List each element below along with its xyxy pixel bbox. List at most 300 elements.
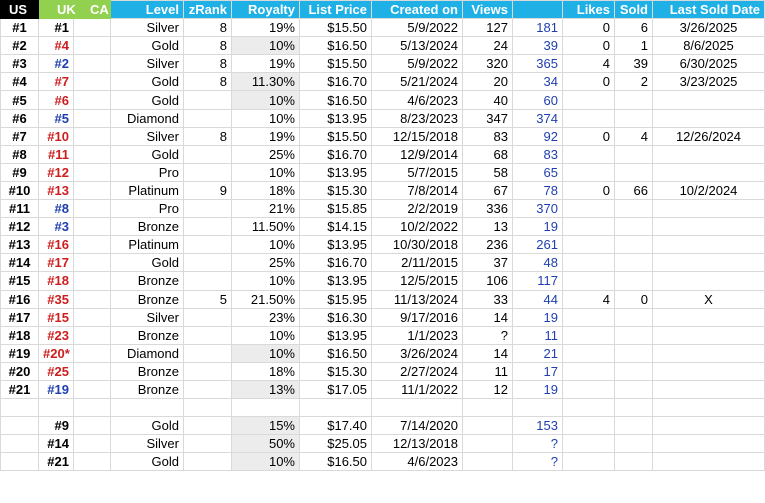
cell-royalty[interactable]: 10% <box>232 37 300 55</box>
cell-zrank[interactable] <box>184 91 232 109</box>
cell-views[interactable]: 236 <box>463 236 513 254</box>
cell-views[interactable] <box>463 417 513 435</box>
cell-views[interactable]: 33 <box>463 290 513 308</box>
cell-us[interactable]: #8 <box>1 145 39 163</box>
cell-list-price[interactable]: $13.95 <box>300 326 372 344</box>
cell-views[interactable]: 24 <box>463 37 513 55</box>
cell-royalty[interactable]: 10% <box>232 163 300 181</box>
cell-likes[interactable] <box>563 308 615 326</box>
cell-zrank[interactable] <box>184 109 232 127</box>
cell-list-price[interactable]: $25.05 <box>300 435 372 453</box>
cell-views-total[interactable]: 44 <box>513 290 563 308</box>
cell-list-price[interactable]: $16.50 <box>300 344 372 362</box>
cell-royalty[interactable]: 18% <box>232 181 300 199</box>
cell-royalty[interactable]: 25% <box>232 254 300 272</box>
cell-sold[interactable] <box>615 145 653 163</box>
cell-uk[interactable]: #1 <box>39 19 74 37</box>
cell-zrank[interactable] <box>184 236 232 254</box>
cell-level[interactable]: Gold <box>111 254 184 272</box>
cell-sold[interactable] <box>615 417 653 435</box>
header-created-on[interactable]: Created on <box>372 1 463 19</box>
cell-level[interactable]: Silver <box>111 435 184 453</box>
cell-created-on[interactable]: 4/6/2023 <box>372 453 463 471</box>
cell-likes[interactable]: 4 <box>563 290 615 308</box>
cell-us[interactable] <box>1 453 39 471</box>
header-sold[interactable]: Sold <box>615 1 653 19</box>
cell-sold[interactable] <box>615 308 653 326</box>
cell-last-sold-date[interactable]: 3/23/2025 <box>653 73 765 91</box>
cell-last-sold-date[interactable] <box>653 254 765 272</box>
cell-us[interactable]: #12 <box>1 218 39 236</box>
cell-us[interactable]: #9 <box>1 163 39 181</box>
cell-views-total[interactable]: 261 <box>513 236 563 254</box>
cell-ca[interactable] <box>74 254 111 272</box>
cell-us[interactable]: #4 <box>1 73 39 91</box>
cell-level[interactable]: Silver <box>111 55 184 73</box>
cell-views-total[interactable]: 19 <box>513 218 563 236</box>
cell-zrank[interactable] <box>184 380 232 398</box>
cell-created-on[interactable]: 4/6/2023 <box>372 91 463 109</box>
cell-created-on[interactable]: 11/13/2024 <box>372 290 463 308</box>
cell-uk[interactable] <box>39 399 74 417</box>
cell-level[interactable]: Gold <box>111 417 184 435</box>
cell-list-price[interactable]: $15.50 <box>300 19 372 37</box>
cell-created-on[interactable]: 12/13/2018 <box>372 435 463 453</box>
cell-royalty[interactable]: 19% <box>232 19 300 37</box>
cell-views[interactable] <box>463 435 513 453</box>
cell-sold[interactable]: 6 <box>615 19 653 37</box>
cell-sold[interactable] <box>615 326 653 344</box>
cell-created-on[interactable]: 9/17/2016 <box>372 308 463 326</box>
cell-list-price[interactable]: $16.50 <box>300 37 372 55</box>
cell-views-total[interactable]: 78 <box>513 181 563 199</box>
cell-likes[interactable] <box>563 109 615 127</box>
cell-list-price[interactable]: $16.30 <box>300 308 372 326</box>
cell-likes[interactable] <box>563 272 615 290</box>
cell-likes[interactable]: 4 <box>563 55 615 73</box>
cell-ca[interactable] <box>74 272 111 290</box>
cell-zrank[interactable]: 8 <box>184 127 232 145</box>
cell-level[interactable]: Bronze <box>111 272 184 290</box>
cell-level[interactable]: Diamond <box>111 109 184 127</box>
cell-list-price[interactable]: $17.05 <box>300 380 372 398</box>
cell-royalty[interactable]: 18% <box>232 362 300 380</box>
cell-level[interactable]: Platinum <box>111 181 184 199</box>
cell-uk[interactable]: #11 <box>39 145 74 163</box>
header-level[interactable]: Level <box>111 1 184 19</box>
cell-us[interactable]: #5 <box>1 91 39 109</box>
cell-list-price[interactable] <box>300 399 372 417</box>
cell-list-price[interactable]: $13.95 <box>300 272 372 290</box>
cell-likes[interactable] <box>563 218 615 236</box>
cell-us[interactable]: #21 <box>1 380 39 398</box>
cell-likes[interactable] <box>563 417 615 435</box>
cell-sold[interactable] <box>615 109 653 127</box>
cell-sold[interactable]: 0 <box>615 290 653 308</box>
cell-likes[interactable]: 0 <box>563 127 615 145</box>
cell-ca[interactable] <box>74 417 111 435</box>
cell-sold[interactable] <box>615 344 653 362</box>
cell-royalty[interactable]: 13% <box>232 380 300 398</box>
cell-last-sold-date[interactable]: 8/6/2025 <box>653 37 765 55</box>
cell-likes[interactable] <box>563 399 615 417</box>
cell-views[interactable]: 40 <box>463 91 513 109</box>
cell-likes[interactable] <box>563 362 615 380</box>
cell-last-sold-date[interactable] <box>653 109 765 127</box>
cell-list-price[interactable]: $13.95 <box>300 163 372 181</box>
cell-ca[interactable] <box>74 344 111 362</box>
cell-uk[interactable]: #3 <box>39 218 74 236</box>
cell-uk[interactable]: #15 <box>39 308 74 326</box>
cell-zrank[interactable] <box>184 218 232 236</box>
cell-us[interactable]: #16 <box>1 290 39 308</box>
cell-ca[interactable] <box>74 453 111 471</box>
cell-last-sold-date[interactable] <box>653 145 765 163</box>
cell-ca[interactable] <box>74 55 111 73</box>
cell-views[interactable]: 14 <box>463 308 513 326</box>
cell-ca[interactable] <box>74 435 111 453</box>
cell-ca[interactable] <box>74 236 111 254</box>
header-zrank[interactable]: zRank <box>184 1 232 19</box>
cell-level[interactable] <box>111 399 184 417</box>
cell-uk[interactable]: #18 <box>39 272 74 290</box>
cell-level[interactable]: Silver <box>111 127 184 145</box>
cell-views-total[interactable]: 83 <box>513 145 563 163</box>
header-likes[interactable]: Likes <box>563 1 615 19</box>
cell-last-sold-date[interactable]: 6/30/2025 <box>653 55 765 73</box>
cell-us[interactable]: #3 <box>1 55 39 73</box>
cell-likes[interactable] <box>563 163 615 181</box>
cell-sold[interactable] <box>615 380 653 398</box>
cell-ca[interactable] <box>74 181 111 199</box>
cell-views-total[interactable]: 374 <box>513 109 563 127</box>
cell-sold[interactable]: 39 <box>615 55 653 73</box>
cell-us[interactable]: #11 <box>1 200 39 218</box>
cell-ca[interactable] <box>74 362 111 380</box>
cell-likes[interactable] <box>563 200 615 218</box>
cell-uk[interactable]: #5 <box>39 109 74 127</box>
cell-royalty[interactable]: 10% <box>232 453 300 471</box>
cell-level[interactable]: Bronze <box>111 218 184 236</box>
cell-us[interactable]: #20 <box>1 362 39 380</box>
cell-views-total[interactable] <box>513 399 563 417</box>
cell-views[interactable]: 127 <box>463 19 513 37</box>
cell-uk[interactable]: #7 <box>39 73 74 91</box>
cell-list-price[interactable]: $15.30 <box>300 181 372 199</box>
cell-views[interactable]: 68 <box>463 145 513 163</box>
cell-zrank[interactable]: 9 <box>184 181 232 199</box>
cell-likes[interactable] <box>563 326 615 344</box>
cell-created-on[interactable]: 2/27/2024 <box>372 362 463 380</box>
header-blank[interactable] <box>513 1 563 19</box>
cell-list-price[interactable]: $15.50 <box>300 127 372 145</box>
cell-ca[interactable] <box>74 308 111 326</box>
cell-views[interactable]: 320 <box>463 55 513 73</box>
cell-sold[interactable] <box>615 200 653 218</box>
cell-created-on[interactable]: 2/11/2015 <box>372 254 463 272</box>
cell-level[interactable]: Gold <box>111 145 184 163</box>
cell-views-total[interactable]: 34 <box>513 73 563 91</box>
cell-last-sold-date[interactable] <box>653 380 765 398</box>
cell-us[interactable]: #2 <box>1 37 39 55</box>
cell-level[interactable]: Silver <box>111 308 184 326</box>
cell-royalty[interactable]: 21% <box>232 200 300 218</box>
cell-views[interactable]: 347 <box>463 109 513 127</box>
cell-zrank[interactable]: 8 <box>184 37 232 55</box>
cell-views-total[interactable]: 92 <box>513 127 563 145</box>
cell-royalty[interactable]: 10% <box>232 326 300 344</box>
cell-level[interactable]: Bronze <box>111 380 184 398</box>
cell-created-on[interactable]: 5/9/2022 <box>372 55 463 73</box>
cell-royalty[interactable]: 19% <box>232 55 300 73</box>
cell-likes[interactable]: 0 <box>563 73 615 91</box>
cell-zrank[interactable] <box>184 399 232 417</box>
cell-zrank[interactable] <box>184 435 232 453</box>
cell-royalty[interactable]: 10% <box>232 91 300 109</box>
cell-last-sold-date[interactable] <box>653 308 765 326</box>
cell-last-sold-date[interactable] <box>653 163 765 181</box>
cell-list-price[interactable]: $16.50 <box>300 453 372 471</box>
cell-likes[interactable] <box>563 344 615 362</box>
cell-created-on[interactable]: 7/8/2014 <box>372 181 463 199</box>
cell-ca[interactable] <box>74 200 111 218</box>
cell-list-price[interactable]: $14.15 <box>300 218 372 236</box>
cell-level[interactable]: Pro <box>111 163 184 181</box>
cell-level[interactable]: Gold <box>111 91 184 109</box>
cell-royalty[interactable]: 11.50% <box>232 218 300 236</box>
cell-likes[interactable] <box>563 435 615 453</box>
header-ca[interactable]: CA <box>74 1 111 19</box>
cell-zrank[interactable] <box>184 200 232 218</box>
cell-created-on[interactable]: 2/2/2019 <box>372 200 463 218</box>
cell-views[interactable] <box>463 399 513 417</box>
cell-views[interactable]: ? <box>463 326 513 344</box>
cell-list-price[interactable]: $16.70 <box>300 145 372 163</box>
cell-likes[interactable]: 0 <box>563 19 615 37</box>
cell-sold[interactable] <box>615 435 653 453</box>
cell-views-total[interactable]: 65 <box>513 163 563 181</box>
cell-zrank[interactable] <box>184 453 232 471</box>
cell-created-on[interactable]: 11/1/2022 <box>372 380 463 398</box>
cell-zrank[interactable] <box>184 344 232 362</box>
cell-last-sold-date[interactable]: 12/26/2024 <box>653 127 765 145</box>
cell-level[interactable]: Bronze <box>111 362 184 380</box>
cell-list-price[interactable]: $16.50 <box>300 91 372 109</box>
cell-royalty[interactable]: 10% <box>232 109 300 127</box>
cell-level[interactable]: Diamond <box>111 344 184 362</box>
cell-us[interactable] <box>1 399 39 417</box>
cell-last-sold-date[interactable] <box>653 453 765 471</box>
cell-views[interactable]: 83 <box>463 127 513 145</box>
cell-created-on[interactable]: 12/15/2018 <box>372 127 463 145</box>
cell-zrank[interactable]: 8 <box>184 73 232 91</box>
cell-us[interactable]: #10 <box>1 181 39 199</box>
cell-uk[interactable]: #23 <box>39 326 74 344</box>
cell-views-total[interactable]: 365 <box>513 55 563 73</box>
cell-us[interactable]: #18 <box>1 326 39 344</box>
cell-uk[interactable]: #8 <box>39 200 74 218</box>
cell-last-sold-date[interactable] <box>653 399 765 417</box>
cell-sold[interactable] <box>615 453 653 471</box>
header-royalty[interactable]: Royalty <box>232 1 300 19</box>
cell-uk[interactable]: #13 <box>39 181 74 199</box>
cell-us[interactable]: #13 <box>1 236 39 254</box>
cell-list-price[interactable]: $16.70 <box>300 254 372 272</box>
cell-royalty[interactable]: 15% <box>232 417 300 435</box>
cell-us[interactable]: #15 <box>1 272 39 290</box>
cell-created-on[interactable]: 1/1/2023 <box>372 326 463 344</box>
cell-list-price[interactable]: $16.70 <box>300 73 372 91</box>
cell-likes[interactable] <box>563 91 615 109</box>
cell-last-sold-date[interactable] <box>653 344 765 362</box>
header-us[interactable]: US <box>1 1 39 19</box>
cell-list-price[interactable]: $15.95 <box>300 290 372 308</box>
cell-list-price[interactable]: $15.85 <box>300 200 372 218</box>
cell-royalty[interactable]: 50% <box>232 435 300 453</box>
cell-views-total[interactable]: 181 <box>513 19 563 37</box>
cell-us[interactable] <box>1 417 39 435</box>
cell-uk[interactable]: #6 <box>39 91 74 109</box>
cell-last-sold-date[interactable]: 10/2/2024 <box>653 181 765 199</box>
cell-ca[interactable] <box>74 218 111 236</box>
cell-royalty[interactable]: 21.50% <box>232 290 300 308</box>
cell-views-total[interactable]: 19 <box>513 380 563 398</box>
cell-likes[interactable]: 0 <box>563 181 615 199</box>
cell-ca[interactable] <box>74 380 111 398</box>
cell-views[interactable]: 20 <box>463 73 513 91</box>
cell-list-price[interactable]: $15.30 <box>300 362 372 380</box>
cell-uk[interactable]: #25 <box>39 362 74 380</box>
cell-level[interactable]: Gold <box>111 37 184 55</box>
cell-uk[interactable]: #10 <box>39 127 74 145</box>
cell-views-total[interactable]: 39 <box>513 37 563 55</box>
cell-created-on[interactable]: 5/7/2015 <box>372 163 463 181</box>
cell-zrank[interactable] <box>184 163 232 181</box>
header-views[interactable]: Views <box>463 1 513 19</box>
cell-created-on[interactable]: 10/2/2022 <box>372 218 463 236</box>
cell-views-total[interactable]: 370 <box>513 200 563 218</box>
cell-last-sold-date[interactable] <box>653 218 765 236</box>
cell-uk[interactable]: #2 <box>39 55 74 73</box>
header-last-sold-date[interactable]: Last Sold Date <box>653 1 765 19</box>
cell-zrank[interactable]: 8 <box>184 19 232 37</box>
cell-us[interactable]: #6 <box>1 109 39 127</box>
cell-views-total[interactable]: 17 <box>513 362 563 380</box>
cell-uk[interactable]: #14 <box>39 435 74 453</box>
cell-us[interactable]: #17 <box>1 308 39 326</box>
cell-sold[interactable] <box>615 218 653 236</box>
cell-created-on[interactable]: 12/5/2015 <box>372 272 463 290</box>
cell-last-sold-date[interactable] <box>653 91 765 109</box>
cell-ca[interactable] <box>74 290 111 308</box>
cell-list-price[interactable]: $15.50 <box>300 55 372 73</box>
cell-created-on[interactable]: 5/13/2024 <box>372 37 463 55</box>
cell-ca[interactable] <box>74 37 111 55</box>
cell-ca[interactable] <box>74 19 111 37</box>
cell-zrank[interactable] <box>184 145 232 163</box>
cell-ca[interactable] <box>74 145 111 163</box>
cell-views-total[interactable]: ? <box>513 453 563 471</box>
cell-last-sold-date[interactable] <box>653 326 765 344</box>
cell-sold[interactable] <box>615 254 653 272</box>
cell-uk[interactable]: #21 <box>39 453 74 471</box>
cell-uk[interactable]: #20* <box>39 344 74 362</box>
cell-level[interactable]: Bronze <box>111 326 184 344</box>
cell-royalty[interactable]: 10% <box>232 272 300 290</box>
cell-views[interactable]: 13 <box>463 218 513 236</box>
cell-last-sold-date[interactable] <box>653 417 765 435</box>
cell-created-on[interactable]: 10/30/2018 <box>372 236 463 254</box>
cell-created-on[interactable]: 12/9/2014 <box>372 145 463 163</box>
header-uk[interactable]: UK <box>39 1 74 19</box>
cell-ca[interactable] <box>74 163 111 181</box>
cell-list-price[interactable]: $13.95 <box>300 236 372 254</box>
header-list-price[interactable]: List Price <box>300 1 372 19</box>
cell-views[interactable]: 336 <box>463 200 513 218</box>
cell-royalty[interactable]: 23% <box>232 308 300 326</box>
cell-level[interactable]: Bronze <box>111 290 184 308</box>
cell-ca[interactable] <box>74 73 111 91</box>
cell-uk[interactable]: #17 <box>39 254 74 272</box>
cell-ca[interactable] <box>74 91 111 109</box>
cell-created-on[interactable]: 3/26/2024 <box>372 344 463 362</box>
cell-views[interactable]: 67 <box>463 181 513 199</box>
cell-level[interactable]: Gold <box>111 453 184 471</box>
cell-zrank[interactable] <box>184 362 232 380</box>
cell-sold[interactable] <box>615 163 653 181</box>
cell-views[interactable]: 14 <box>463 344 513 362</box>
cell-likes[interactable] <box>563 380 615 398</box>
cell-created-on[interactable]: 7/14/2020 <box>372 417 463 435</box>
cell-zrank[interactable] <box>184 417 232 435</box>
cell-views[interactable]: 58 <box>463 163 513 181</box>
cell-royalty[interactable]: 11.30% <box>232 73 300 91</box>
cell-list-price[interactable]: $13.95 <box>300 109 372 127</box>
cell-last-sold-date[interactable] <box>653 272 765 290</box>
cell-likes[interactable] <box>563 236 615 254</box>
cell-us[interactable]: #7 <box>1 127 39 145</box>
cell-level[interactable]: Silver <box>111 19 184 37</box>
cell-last-sold-date[interactable]: 3/26/2025 <box>653 19 765 37</box>
cell-sold[interactable] <box>615 272 653 290</box>
cell-level[interactable]: Platinum <box>111 236 184 254</box>
cell-views[interactable]: 11 <box>463 362 513 380</box>
cell-views-total[interactable]: 11 <box>513 326 563 344</box>
cell-sold[interactable]: 4 <box>615 127 653 145</box>
cell-uk[interactable]: #9 <box>39 417 74 435</box>
cell-sold[interactable] <box>615 362 653 380</box>
cell-zrank[interactable]: 5 <box>184 290 232 308</box>
cell-ca[interactable] <box>74 109 111 127</box>
cell-uk[interactable]: #12 <box>39 163 74 181</box>
cell-views[interactable]: 106 <box>463 272 513 290</box>
cell-views[interactable] <box>463 453 513 471</box>
cell-royalty[interactable]: 10% <box>232 344 300 362</box>
cell-created-on[interactable] <box>372 399 463 417</box>
cell-likes[interactable]: 0 <box>563 37 615 55</box>
cell-us[interactable]: #1 <box>1 19 39 37</box>
cell-views-total[interactable]: 19 <box>513 308 563 326</box>
cell-zrank[interactable] <box>184 326 232 344</box>
cell-us[interactable]: #19 <box>1 344 39 362</box>
cell-created-on[interactable]: 8/23/2023 <box>372 109 463 127</box>
cell-uk[interactable]: #19 <box>39 380 74 398</box>
cell-likes[interactable] <box>563 145 615 163</box>
cell-created-on[interactable]: 5/9/2022 <box>372 19 463 37</box>
cell-views[interactable]: 12 <box>463 380 513 398</box>
cell-uk[interactable]: #4 <box>39 37 74 55</box>
cell-list-price[interactable]: $17.40 <box>300 417 372 435</box>
